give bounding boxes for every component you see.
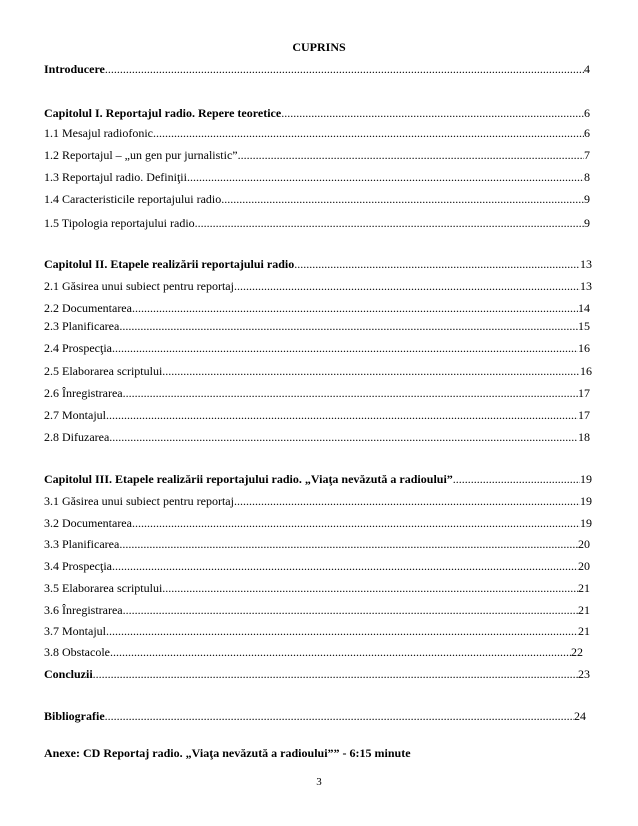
toc-entry-page: 15 [578,319,590,333]
toc-leader-dots [106,408,578,423]
toc-entry [44,341,590,356]
page-title: CUPRINS [292,40,346,54]
toc-leader-dots [234,279,580,294]
toc-entry-label: Introducere [44,62,105,76]
toc-entry [44,148,590,163]
toc-leader-dots [105,709,574,724]
toc-leader-dots [106,624,578,639]
toc-entry [44,603,590,618]
toc-entry [44,192,590,207]
toc-entry-page: 13 [580,279,592,293]
toc-entry-label: 3.1 Găsirea unui subiect pentru reportaj [44,494,234,508]
toc-entry-page: 6 [584,126,590,140]
toc-entry-label: 3.8 Obstacole [44,645,110,659]
toc-entry-page: 22 [571,645,583,659]
toc-entry-label: 2.3 Planificarea [44,319,120,333]
toc-entry [44,106,590,121]
toc-leader-dots [112,341,578,356]
toc-entry-label: 3.7 Montajul [44,624,106,638]
toc-entry [44,170,590,185]
toc-leader-dots [93,667,578,682]
toc-leader-dots [238,148,584,163]
toc-entry-label: Concluzii [44,667,93,681]
toc-leader-dots [119,319,578,334]
toc-entry [44,62,590,77]
toc-entry-label: Capitolul I. Reportajul radio. Repere teoretice [44,106,282,120]
toc-entry [44,624,590,639]
toc-entry-label: Bibliografie [44,709,105,723]
toc-entry-page: 19 [580,472,592,486]
toc-entry-page: 19 [580,516,592,530]
toc-leader-dots [123,386,578,401]
toc-leader-dots [234,494,580,509]
toc-entry-page: 21 [578,624,590,638]
toc-leader-dots [132,301,578,316]
toc-entry-label: 3.2 Documentarea [44,516,132,530]
toc-entry [44,364,592,379]
toc-entry [44,216,590,231]
toc-leader-dots [110,645,571,660]
toc-entry-label: 1.4 Caracteristicile reportajului radio [44,192,222,206]
toc-leader-dots [119,537,578,552]
toc-entry [44,645,583,660]
toc-entry-page: 17 [578,408,590,422]
page-number: 3 [316,776,322,788]
toc-entry-page: 18 [578,430,590,444]
toc-entry [44,319,590,334]
toc-entry [44,537,590,552]
toc-entry-label: 2.5 Elaborarea scriptului [44,364,163,378]
toc-entry [44,430,590,445]
toc-leader-dots [112,559,578,574]
toc-entry-label: 1.5 Tipologia reportajului radio [44,216,195,230]
toc-entry [44,667,590,682]
toc-entry-label: Capitolul III. Etapele realizării reportajului radio. „Viaţa nevăzută a radioului” [44,472,453,486]
toc-entry-label: 1.1 Mesajul radiofonic [44,126,153,140]
toc-entry-page: 17 [578,386,590,400]
toc-entry [44,516,592,531]
toc-entry [44,408,590,423]
toc-leader-dots [109,430,578,445]
toc-entry [44,472,592,487]
toc-entry-page: 23 [578,667,590,681]
toc-entry-page: 19 [580,494,592,508]
toc-entry [44,494,592,509]
toc-entry-page: 9 [584,192,590,206]
toc-entry [44,559,590,574]
toc-entry-label: 3.6 Înregistrarea [44,603,123,617]
toc-leader-dots [162,581,578,596]
toc-entry [44,581,590,596]
toc-entry-label: 2.4 Prospecţia [44,341,112,355]
toc-leader-dots [132,516,580,531]
toc-leader-dots [123,603,578,618]
toc-entry-label: 3.3 Planificarea [44,537,120,551]
toc-entry-page: 16 [580,364,592,378]
toc-entry-label: Capitolul II. Etapele realizării reportajului radio [44,257,295,271]
toc-leader-dots [153,126,584,141]
toc-entry-label: 2.1 Găsirea unui subiect pentru reportaj [44,279,234,293]
toc-entry [44,301,590,316]
toc-leader-dots [294,257,580,272]
toc-entry-page: 20 [578,559,590,573]
toc-leader-dots [281,106,584,121]
toc-entry-label: 2.8 Difuzarea [44,430,110,444]
toc-entry [44,279,592,294]
toc-entry-page: 9 [584,216,590,230]
toc-entry-page: 6 [584,106,590,120]
toc-entry-label: 1.3 Reportajul radio. Definiţii [44,170,187,184]
toc-entry-page: 4 [584,62,590,76]
toc-leader-dots [221,192,584,207]
anexe-line: Anexe: CD Reportaj radio. „Viaţa nevăzută a radioului”” - 6:15 minute [44,746,411,760]
toc-entry-page: 14 [578,301,590,315]
toc-entry-page: 21 [578,581,590,595]
toc-entry [44,709,586,724]
toc-entry-page: 21 [578,603,590,617]
toc-entry-label: 3.4 Prospecţia [44,559,112,573]
toc-entry-label: 3.5 Elaborarea scriptului [44,581,163,595]
toc-leader-dots [195,216,584,231]
toc-entry [44,386,590,401]
toc-entry-label: 2.6 Înregistrarea [44,386,123,400]
toc-leader-dots [453,472,580,487]
toc-entry-page: 7 [584,148,590,162]
toc-entry-page: 24 [574,709,586,723]
toc-leader-dots [162,364,580,379]
toc-entry-label: 2.2 Documentarea [44,301,132,315]
toc-leader-dots [105,62,584,77]
toc-entry-label: 2.7 Montajul [44,408,106,422]
toc-entry-page: 20 [578,537,590,551]
toc-entry [44,126,590,141]
toc-entry-page: 8 [584,170,590,184]
toc-entry-label: 1.2 Reportajul – „un gen pur jurnalistic” [44,148,238,162]
toc-entry [44,257,592,272]
toc-entry-page: 16 [578,341,590,355]
toc-leader-dots [187,170,584,185]
toc-entry-page: 13 [580,257,592,271]
